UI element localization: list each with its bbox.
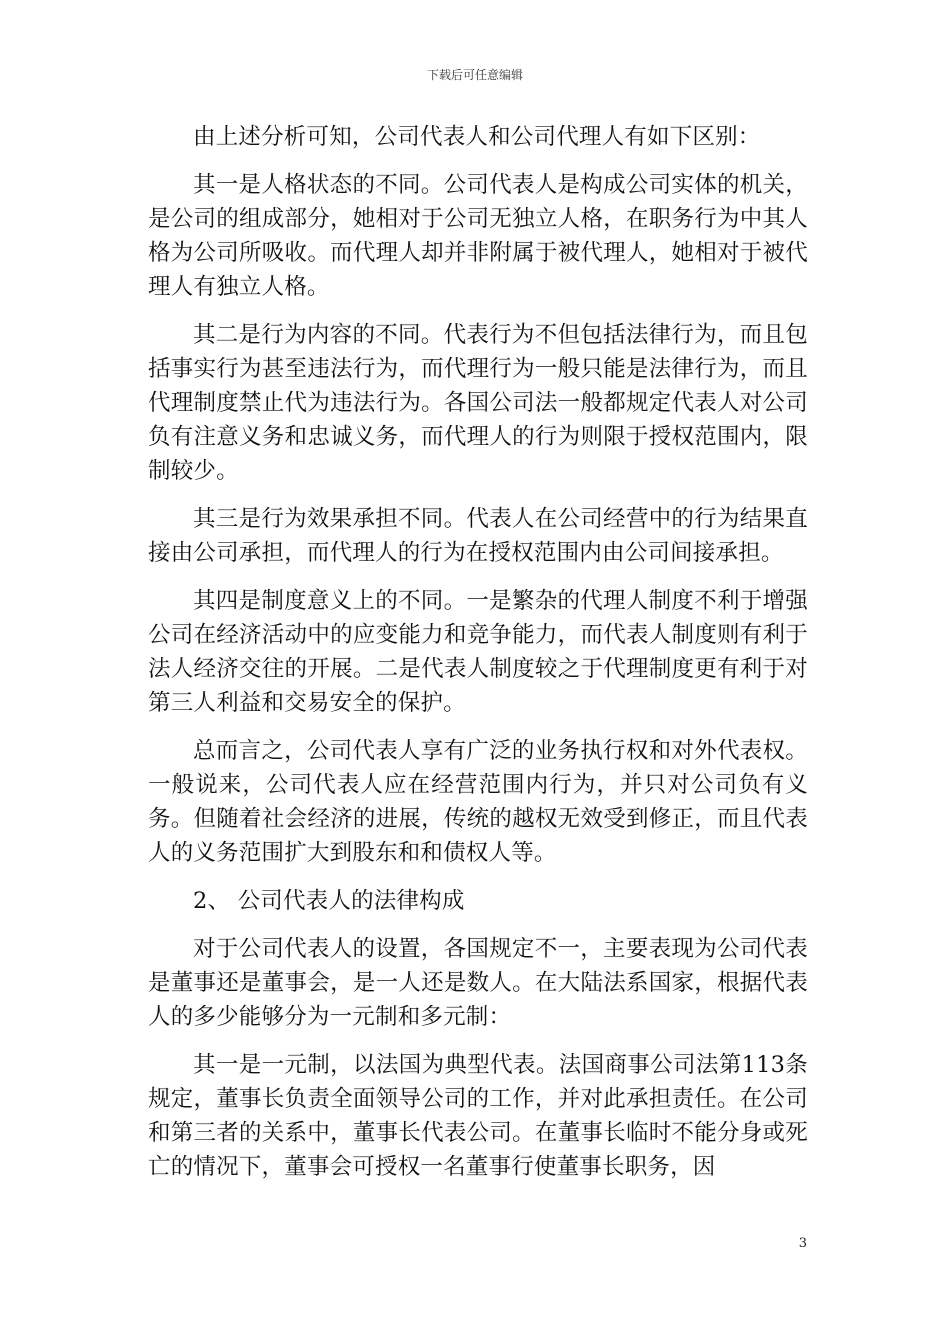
page-number: 3 bbox=[798, 1236, 807, 1251]
page-header: 下载后可任意编辑 bbox=[426, 68, 523, 82]
paragraph: 其二是行为内容的不同。代表行为不但包括法律行为，而且包括事实行为甚至违法行为，而代理行为一般只能是法律行为，而且代理制度禁止代为违法行为。各国公司法一般都规定代表人对公司负有注意义务和忠诚义务，而代理人的行为则限于授权范围内，限制较少。 bbox=[148, 322, 808, 484]
section-heading: 2、 公司代表人的法律构成 bbox=[193, 888, 465, 914]
paragraph: 其一是人格状态的不同。公司代表人是构成公司实体的机关，是公司的组成部分，她相对于公司无独立人格，在职务行为中其人格为公司所吸收。而代理人却并非附属于被代理人，她相对于被代理人有独立人格。 bbox=[148, 172, 808, 300]
document-body bbox=[148, 120, 808, 1198]
paragraph: 对于公司代表人的设置，各国规定不一，主要表现为公司代表是董事还是董事会，是一人还是数人。在大陆法系国家，根据代表人的多少能够分为一元制和多元制： bbox=[148, 936, 808, 1030]
paragraph: 总而言之，公司代表人享有广泛的业务执行权和对外代表权。一般说来，公司代表人应在经营范围内行为，并只对公司负有义务。但随着社会经济的进展，传统的越权无效受到修正，而且代表人的义务范围扩大到股东和和债权人等。 bbox=[148, 738, 808, 866]
paragraph: 由上述分析可知，公司代表人和公司代理人有如下区别： bbox=[193, 124, 761, 150]
paragraph: 其三是行为效果承担不同。代表人在公司经营中的行为结果直接由公司承担，而代理人的行为在授权范围内由公司间接承担。 bbox=[148, 506, 808, 566]
paragraph: 其四是制度意义上的不同。一是繁杂的代理人制度不利于增强公司在经济活动中的应变能力和竞争能力，而代表人制度则有利于法人经济交往的开展。二是代表人制度较之于代理制度更有利于对第三人利益和交易安全的保护。 bbox=[148, 588, 808, 716]
paragraph: 其一是一元制，以法国为典型代表。法国商事公司法第113条规定，董事长负责全面领导公司的工作，并对此承担责任。在公司和第三者的关系中，董事长代表公司。在董事长临时不能分身或死亡的情况下，董事会可授权一名董事行使董事长职务，因 bbox=[148, 1052, 808, 1180]
